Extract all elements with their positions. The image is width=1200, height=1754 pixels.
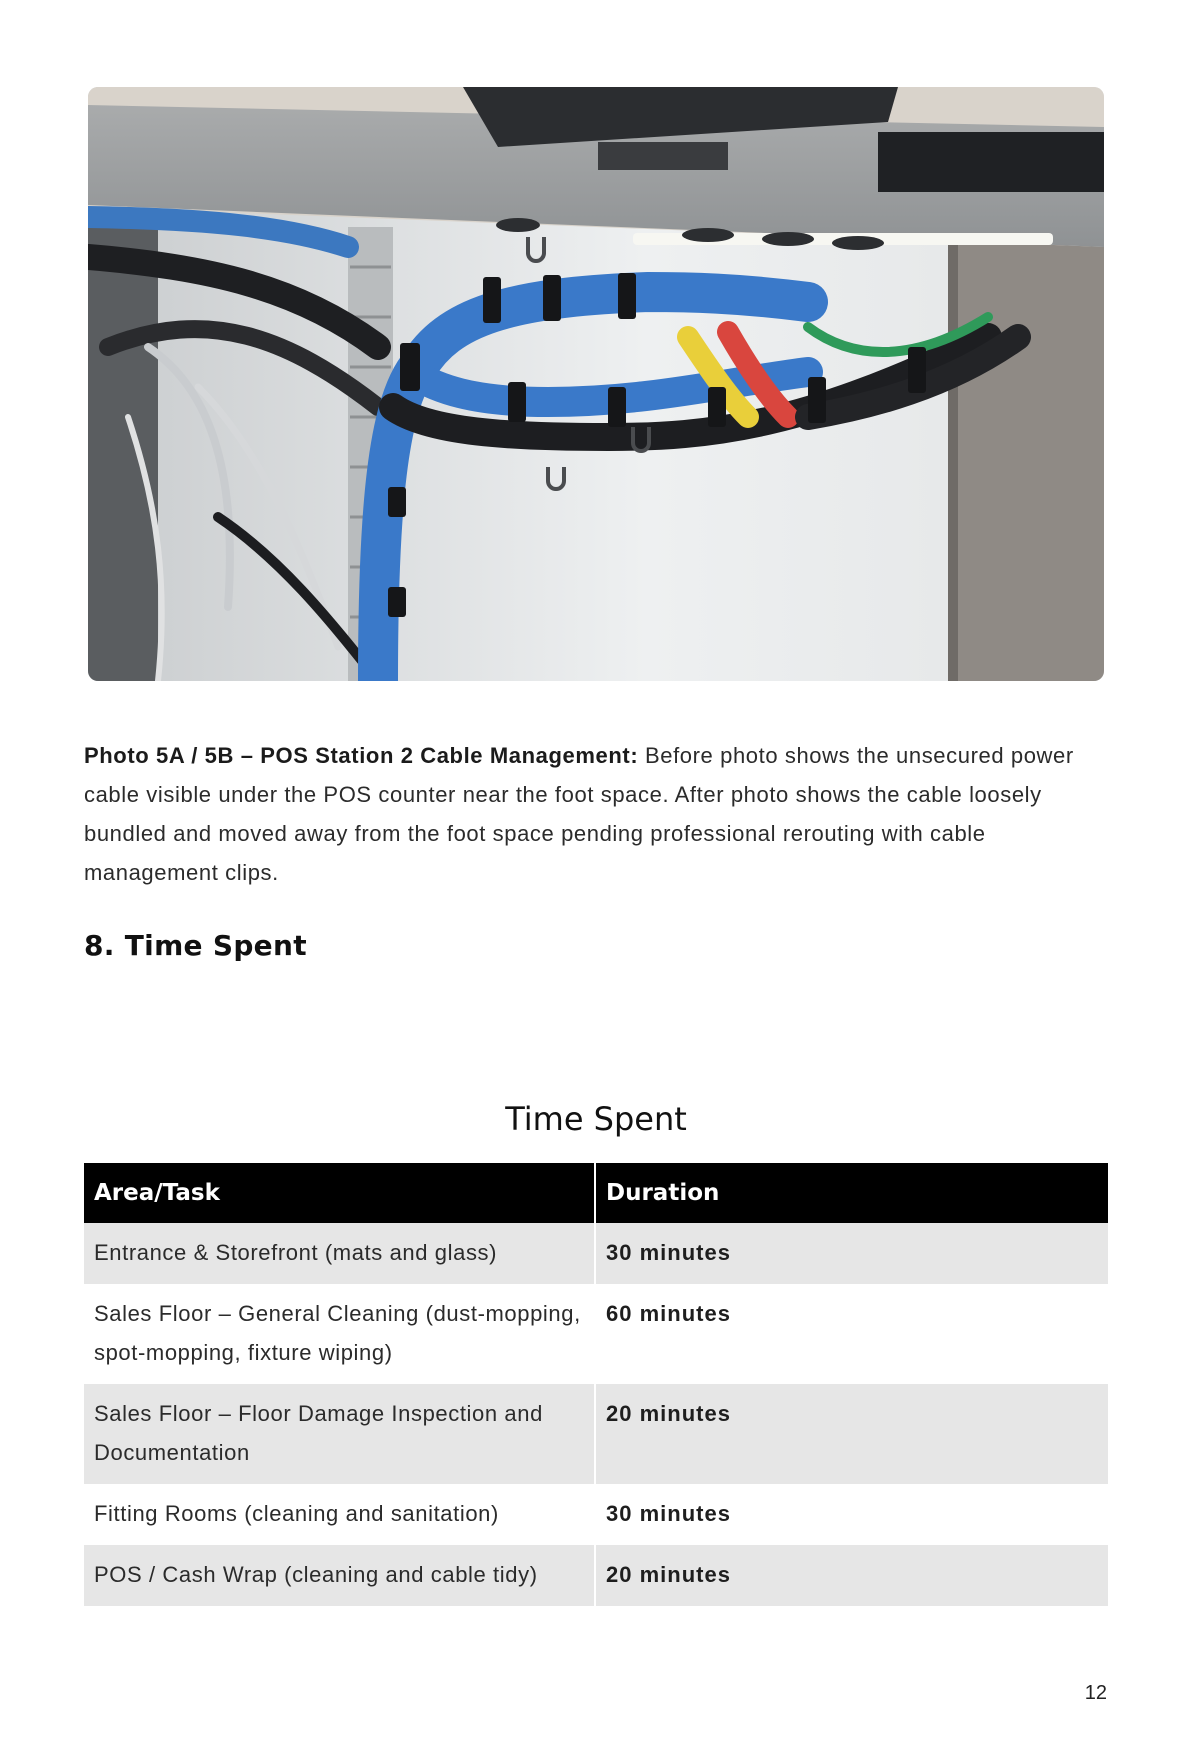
photo-caption	[84, 736, 1114, 892]
header-area-task: Area/Task	[84, 1163, 595, 1223]
duration-cell: 60 minutes	[595, 1284, 1108, 1384]
cable-management-photo	[88, 87, 1104, 681]
table-header-row	[84, 1163, 1108, 1223]
section-heading: 8. Time Spent	[84, 929, 307, 962]
table-row	[84, 1223, 1108, 1284]
task-cell: Entrance & Storefront (mats and glass)	[84, 1223, 595, 1284]
table-row	[84, 1484, 1108, 1545]
task-cell: Sales Floor – General Cleaning (dust-mopping, spot-mopping, fixture wiping)	[94, 1301, 581, 1365]
duration-cell: 20 minutes	[595, 1545, 1108, 1606]
task-cell: POS / Cash Wrap (cleaning and cable tidy)	[84, 1545, 595, 1606]
duration-cell: 20 minutes	[595, 1384, 1108, 1484]
table-row	[84, 1284, 1108, 1384]
page-number: 12	[1084, 1682, 1107, 1704]
task-cell: Fitting Rooms (cleaning and sanitation)	[94, 1501, 499, 1526]
table-title: Time Spent	[505, 1100, 687, 1138]
task-cell: Sales Floor – Floor Damage Inspection and Documentation	[84, 1384, 595, 1484]
duration-cell: 30 minutes	[595, 1484, 1108, 1545]
duration-cell: 30 minutes	[595, 1223, 1108, 1284]
time-spent-table	[84, 1163, 1108, 1606]
caption-label: Photo 5A / 5B – POS Station 2 Cable Management:	[84, 743, 639, 768]
table-row	[84, 1545, 1108, 1606]
header-duration: Duration	[595, 1163, 1108, 1223]
table-row	[84, 1384, 1108, 1484]
caption-text: Before photo shows the unsecured power cable visible under the POS counter near the foot space. After photo shows the cable loosely bundled and moved away from the foot space pending professional rerouting with cable management clips.	[84, 743, 1074, 885]
